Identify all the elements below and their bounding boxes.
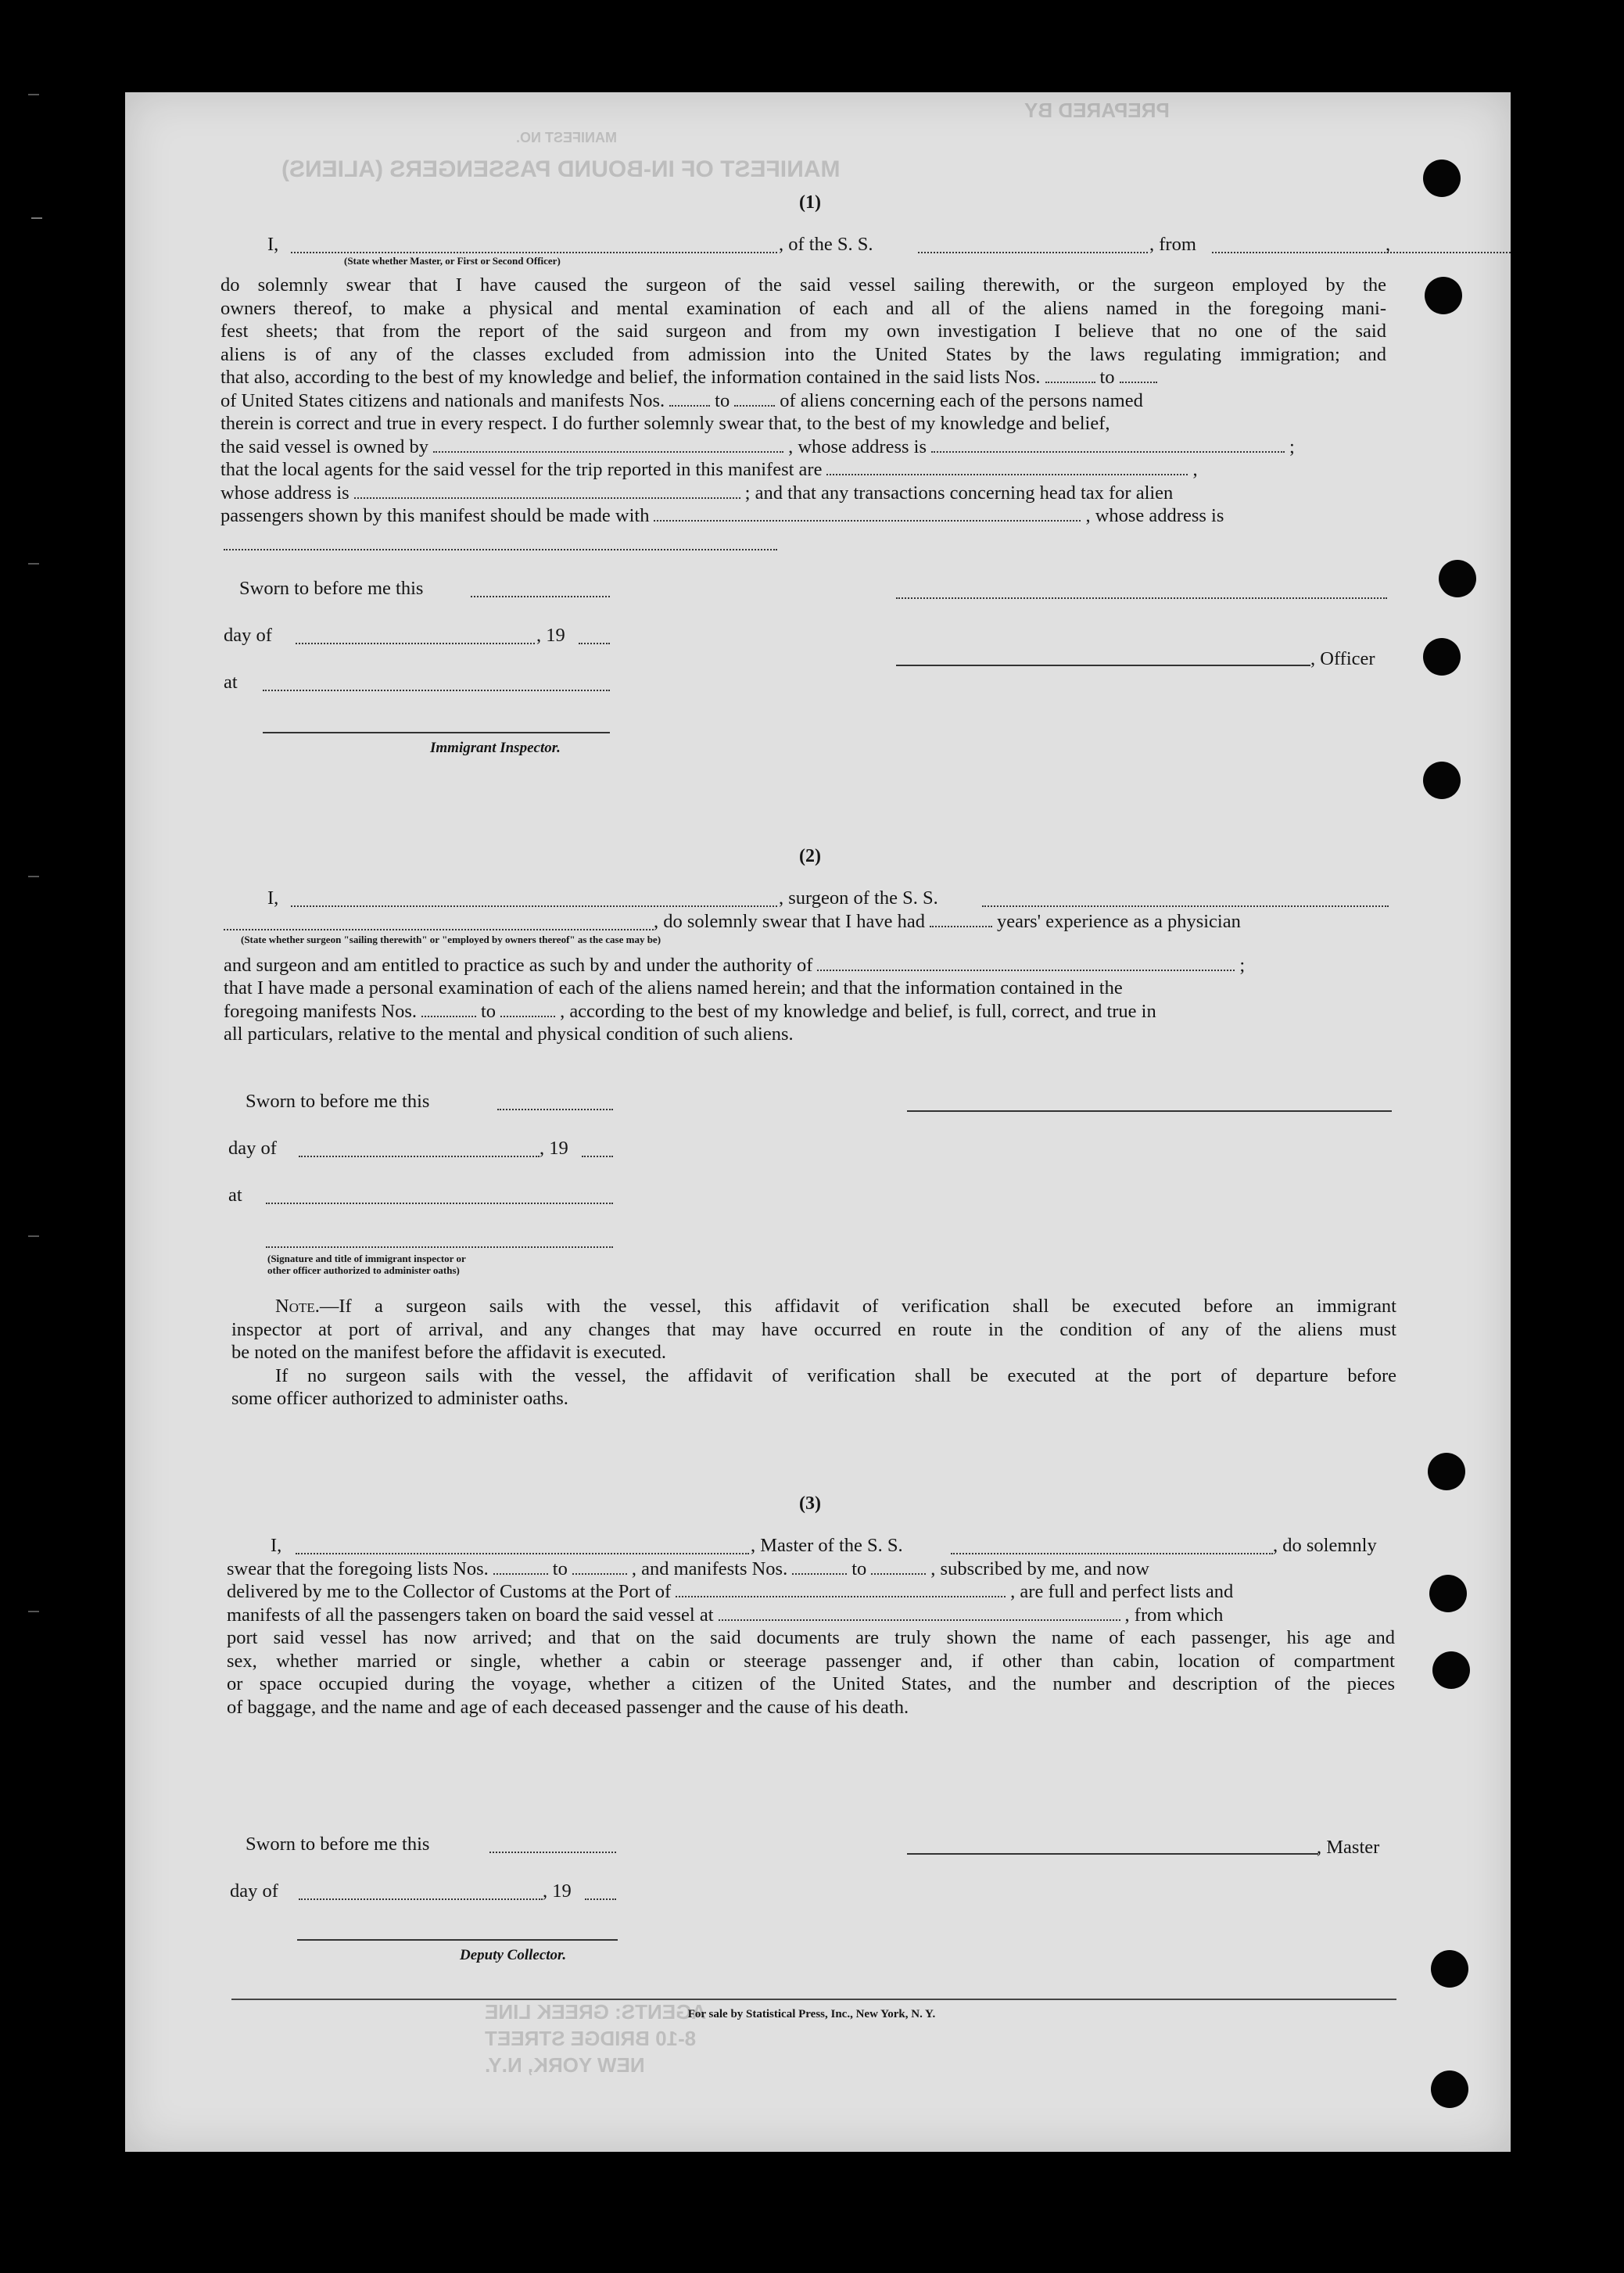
s1-body-line: do solemnly swear that I have caused the surgeon of the said vessel sailing therewith, or the surgeon employed by the (220, 274, 1386, 296)
s3-lists-to-field (572, 1570, 627, 1575)
s1-line-6-to: to (715, 390, 730, 411)
s2-line-3-end: ; (1239, 955, 1246, 976)
s3-year-field (585, 1898, 616, 1900)
s1-line-8-address: , whose address is (788, 436, 927, 457)
s2-line-3-text: and surgeon and am entitled to practice as such by and under the authority of (224, 955, 813, 976)
s3-line-4-text: manifests of all the passengers taken on board the said vessel at (227, 1604, 714, 1626)
bleed-through-agents-3: NEW YORK, N.Y. (485, 2053, 645, 2077)
s2-sailing-field (224, 929, 654, 930)
s2-at-field (266, 1203, 613, 1204)
s3-manifests-to-field (871, 1570, 926, 1575)
s1-line-1-ship: , of the S. S. (779, 234, 873, 255)
s2-line-5-to: to (481, 1001, 497, 1022)
s3-line-3-end: , are full and perfect lists and (1010, 1581, 1234, 1602)
s2-note-line-2: inspector at port of arrival, and any changes that may have occurred en route in the condition of any of the aliens must (231, 1318, 1396, 1340)
s1-line-9-end: , (1192, 459, 1198, 480)
s2-note-line-1 (231, 1295, 1396, 1318)
binder-hole (1432, 1651, 1470, 1689)
s3-ship-field (951, 1553, 1273, 1554)
s2-line-1-surgeon: , surgeon of the S. S. (779, 887, 938, 909)
s3-day-field (299, 1898, 543, 1900)
s3-line-2-end: , subscribed by me, and now (930, 1558, 1149, 1579)
binder-hole (1431, 2070, 1468, 2108)
s3-body-line: port said vessel has now arrived; and that on the said documents are truly shown the name of each passenger, his age and (227, 1627, 1395, 1648)
s1-officer-field (291, 252, 777, 253)
s1-lists-from-field (1045, 378, 1095, 383)
s1-line-11 (220, 504, 1224, 528)
s1-day-of-label: day of (224, 625, 272, 646)
s1-line-6-text: of United States citizens and nationals and manifests Nos. (220, 390, 665, 411)
s1-line-11-text: passengers shown by this manifest should be made with (220, 505, 650, 526)
s2-line-4: that I have made a personal examination of each of the aliens named herein; and that the information contained in the (224, 977, 1123, 998)
s1-body-line: aliens is of any of the classes excluded from admission into the United States by the laws regulating immigration; and (220, 343, 1386, 365)
s3-body-last-line: of baggage, and the name and age of each deceased passenger and the cause of his death. (227, 1696, 909, 1718)
s1-line-5-text: that also, according to the best of my knowledge and belief, the information contained in the said lists Nos. (220, 367, 1041, 388)
s2-line-5-end: , according to the best of my knowledge and belief, is full, correct, and true in (560, 1001, 1156, 1022)
s2-signature-field (266, 1246, 613, 1248)
s3-sworn-label: Sworn to before me this (246, 1834, 430, 1855)
s3-sworn-field (489, 1852, 616, 1853)
s1-manifests-to-field (734, 402, 775, 407)
s1-line-11-end: , whose address is (1085, 505, 1224, 526)
s2-line-3 (224, 954, 1245, 977)
s1-line-10 (220, 482, 1173, 505)
s2-year-label: , 19 (540, 1138, 568, 1159)
s3-body (227, 1626, 1395, 1719)
s2-year-field (582, 1156, 613, 1157)
margin-mark (28, 94, 39, 95)
s3-line-2-to2: to (851, 1558, 867, 1579)
s3-port-field (676, 1593, 1006, 1597)
s2-line-5 (224, 1000, 1156, 1024)
s3-line-2-text: swear that the foregoing lists Nos. (227, 1558, 489, 1579)
section-2-number: (2) (799, 846, 821, 866)
s3-collector-signature-line (297, 1939, 618, 1941)
bleed-through-prepared: PREPARED BY (1024, 99, 1170, 122)
s1-head-tax-address-field (224, 549, 777, 550)
s3-body-line: sex, whether married or single, whether a cabin or steerage passenger and, if other than cabin, location of compartment (227, 1650, 1395, 1672)
s2-sworn-label: Sworn to before me this (246, 1091, 430, 1112)
s1-line-5 (220, 366, 1162, 389)
bleed-through-agents-1: AGENTS: GREEK LINE (485, 2000, 707, 2024)
s1-agents-address-field (354, 494, 740, 499)
s1-line-6 (220, 389, 1143, 413)
s1-at-label: at (224, 672, 238, 693)
s1-owner-field (433, 448, 783, 453)
s2-manifests-from-field (421, 1013, 476, 1017)
bleed-through-title: MANIFEST OF IN-BOUND PASSENGERS (ALIENS) (281, 156, 841, 182)
binder-hole (1425, 277, 1462, 314)
s2-note-line-5: some officer authorized to administer oaths. (231, 1388, 568, 1409)
s1-sworn-label: Sworn to before me this (239, 578, 424, 599)
s2-line-6: all particulars, relative to the mental and physical condition of such aliens. (224, 1024, 794, 1045)
s3-line-2-manifests: , and manifests Nos. (631, 1558, 788, 1579)
s1-officer-signature-line (896, 665, 1310, 666)
s3-departure-field (719, 1616, 1120, 1621)
s1-line-1-from: , from (1149, 234, 1196, 255)
s1-agents-field (826, 471, 1188, 475)
s2-surgeon-name-field (291, 905, 777, 907)
s1-year-field (579, 643, 610, 644)
s1-head-tax-field (654, 517, 1081, 522)
s1-line-1-i: I, (267, 234, 279, 255)
s3-line-3-text: delivered by me to the Collector of Customs at the Port of (227, 1581, 672, 1602)
binder-hole (1439, 560, 1476, 597)
s1-officer-note: (State whether Master, or First or Second Officer) (344, 255, 561, 267)
s1-year-label: , 19 (536, 625, 565, 646)
s1-line-9-text: that the local agents for the said vessel for the trip reported in this manifest are (220, 459, 823, 480)
binder-hole (1423, 762, 1461, 799)
binder-hole (1423, 160, 1461, 197)
s1-inspector-label: Immigrant Inspector. (430, 740, 561, 756)
s1-line-6-end: of aliens concerning each of the persons named (780, 390, 1143, 411)
s3-line-2-to1: to (552, 1558, 568, 1579)
s3-collector-label: Deputy Collector. (460, 1947, 567, 1963)
s2-note-line-4: If no surgeon sails with the vessel, the affidavit of verification shall be executed at the port of departure before (275, 1364, 1396, 1386)
bleed-through-agents-2: 8-10 BRIDGE STREET (485, 2027, 697, 2050)
s3-year-label: , 19 (543, 1880, 572, 1902)
section-1-number: (1) (799, 192, 821, 213)
s1-lists-to-field (1120, 378, 1157, 383)
binder-hole (1423, 638, 1461, 676)
s1-line-8 (220, 436, 1295, 459)
s1-body-line: owners thereof, to make a physical and mental examination of each and all of the aliens named in the foregoing mani- (220, 297, 1386, 319)
s2-signature-note-2: other officer authorized to administer oaths) (267, 1264, 460, 1276)
s2-line-2 (654, 910, 1241, 934)
section-3-number: (3) (799, 1493, 821, 1514)
s2-note (231, 1295, 1396, 1411)
s2-ship-field (982, 905, 1389, 907)
s1-ship-field (918, 252, 1148, 253)
s1-body (220, 274, 1386, 366)
s3-line-2 (227, 1558, 1149, 1581)
s1-line-10-text: whose address is (220, 482, 350, 504)
s3-line-1-end: , do solemnly (1273, 1535, 1377, 1556)
s2-surgeon-note: (State whether surgeon "sailing therewith" or "employed by owners thereof" as the case may be) (241, 934, 661, 945)
footer-text: For sale by Statistical Press, Inc., New York, N. Y. (687, 2008, 936, 2020)
s3-line-4-end: , from which (1124, 1604, 1224, 1626)
s2-note-text-1: —If a surgeon sails with the vessel, this affidavit of verification shall be executed before an immigrant (319, 1296, 1396, 1317)
s1-line-9 (220, 458, 1198, 482)
s2-note-line-3: be noted on the manifest before the affidavit is executed. (231, 1342, 667, 1363)
s1-manifests-from-field (669, 402, 710, 407)
s1-body-line: fest sheets; that from the report of the said surgeon and from my own investigation I believe that no one of the said (220, 321, 1386, 342)
s2-signature-note-1: (Signature and title of immigrant inspector or (267, 1253, 466, 1264)
s1-from-field (1212, 252, 1511, 253)
s2-at-label: at (228, 1185, 242, 1206)
footer-rule (231, 1999, 1396, 2000)
s2-surgeon-signature-line (907, 1110, 1392, 1112)
binder-hole (1431, 1950, 1468, 1988)
s3-line-3 (227, 1580, 1233, 1604)
s2-line-2-text: , do solemnly swear that I have had (654, 911, 925, 932)
bleed-through-manifest: MANIFEST NO. (516, 130, 617, 145)
s1-at-field (263, 690, 610, 691)
s3-master-signature-line (907, 1853, 1318, 1855)
s2-sworn-field (497, 1109, 613, 1110)
s1-sworn-field (471, 596, 610, 597)
document-page (125, 92, 1511, 2152)
s3-line-4 (227, 1604, 1223, 1627)
s2-line-2-end: years' experience as a physician (996, 911, 1241, 932)
s3-master-label: , Master (1317, 1837, 1380, 1858)
s2-years-field (930, 923, 992, 927)
s1-line-5-to: to (1099, 367, 1115, 388)
s1-line-7: therein is correct and true in every respect. I do further solemnly swear that, to the best of my knowledge and belief, (220, 413, 1110, 434)
margin-mark (28, 1235, 39, 1237)
s3-day-of-label: day of (230, 1880, 278, 1902)
s3-manifests-from-field (792, 1570, 847, 1575)
s1-inspector-signature-line (263, 732, 610, 733)
s1-owner-address-field (931, 448, 1285, 453)
s3-line-1-master: , Master of the S. S. (751, 1535, 903, 1556)
s3-line-1-i: I, (271, 1535, 282, 1556)
binder-hole (1429, 1575, 1467, 1612)
s1-day-field (296, 643, 535, 644)
edge-mark (31, 217, 42, 219)
margin-mark (28, 876, 39, 877)
s2-manifests-to-field (500, 1013, 555, 1017)
s3-master-name-field (296, 1553, 749, 1554)
s1-line-8-text: the said vessel is owned by (220, 436, 429, 457)
s2-line-5-text: foregoing manifests Nos. (224, 1001, 417, 1022)
s3-lists-from-field (493, 1570, 548, 1575)
s1-line-8-end: ; (1289, 436, 1295, 457)
s1-officer-label: , Officer (1310, 648, 1375, 669)
s2-note-label: Note. (275, 1296, 320, 1317)
s1-line-10-end: ; and that any transactions concerning head tax for alien (744, 482, 1174, 504)
s2-day-field (299, 1156, 540, 1157)
s2-day-of-label: day of (228, 1138, 277, 1159)
s2-line-1-i: I, (267, 887, 279, 909)
s3-body-line: or space occupied during the voyage, whether a citizen of the United States, and the number and description of the pieces (227, 1673, 1395, 1694)
margin-mark (28, 563, 39, 565)
s1-line-1-end: , (1386, 234, 1391, 255)
s2-authority-field (817, 966, 1235, 971)
s1-officer-signature-top (896, 597, 1387, 599)
binder-hole (1428, 1453, 1465, 1490)
margin-mark (28, 1611, 39, 1612)
